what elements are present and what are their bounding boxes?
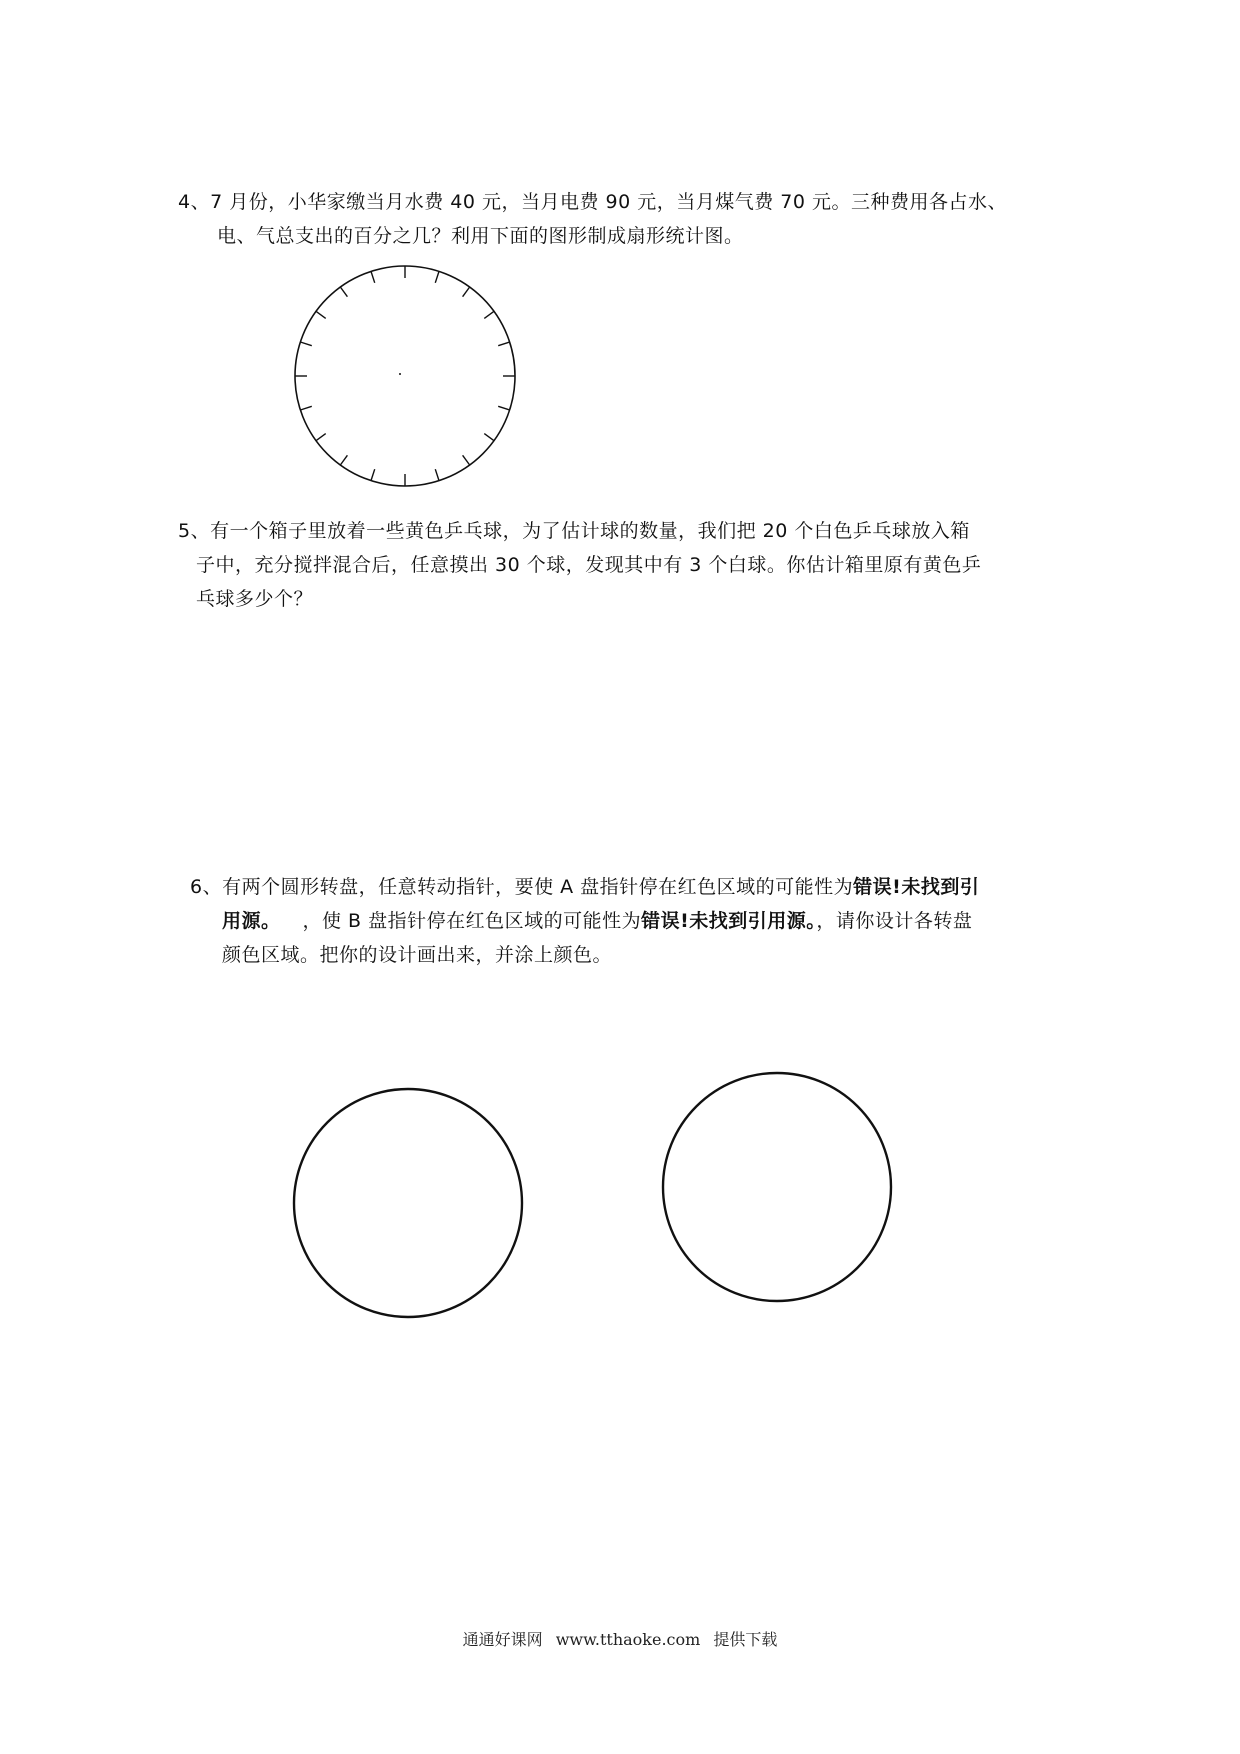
question-5	[178, 514, 981, 616]
pie-chart-tick-mark	[300, 406, 311, 410]
pie-chart-tick-mark	[484, 311, 494, 318]
footer-url[interactable]: www.tthaoke.com	[555, 1630, 701, 1649]
pie-chart-tick-mark	[484, 434, 494, 441]
pie-chart-tick-mark	[371, 469, 375, 480]
pie-chart-tick-mark	[371, 271, 375, 282]
reference-error-1: 错误!未找到引	[853, 876, 980, 898]
question-5-line-1: 5、有一个箱子里放着一些黄色乒乓球，为了估计球的数量，我们把 20 个白色乒乓球放入箱	[178, 520, 970, 542]
question-6-line-1-text: 6、有两个圆形转盘，任意转动指针，要使 A 盘指针停在红色区域的可能性为	[190, 876, 854, 898]
question-6-line-1	[190, 870, 979, 904]
question-6-line-2	[190, 904, 979, 938]
question-4-line-1: 4、7 月份，小华家缴当月水费 40 元，当月电费 90 元，当月煤气费 70 元。三种费用各占水、	[178, 191, 1007, 213]
footer-suffix: 提供下载	[713, 1630, 778, 1649]
pie-chart-tick-mark	[435, 469, 439, 480]
question-5-line-3: 乓球多少个？	[196, 588, 314, 610]
question-5-line-2: 子中，充分搅拌混合后，任意摸出 30 个球，发现其中有 3 个白球。你估计箱里原有黄色乒	[196, 554, 982, 576]
pie-chart-tick-mark	[498, 342, 509, 346]
pie-chart-tick-mark	[300, 342, 311, 346]
pie-chart-tick-mark	[340, 455, 347, 465]
spinner-a-circle[interactable]	[294, 1089, 522, 1317]
pie-chart-center-dot	[399, 373, 401, 375]
question-6-line-2-text-b: ，请你设计各转盘	[816, 910, 973, 932]
footer-site-name: 通通好课网	[462, 1630, 543, 1649]
question-6	[190, 870, 979, 972]
pie-chart-tick-mark	[340, 287, 347, 297]
page-footer	[0, 1627, 1240, 1650]
question-6-line-3: 颜色区域。把你的设计画出来，并涂上颜色。	[222, 944, 613, 966]
pie-chart-tick-mark	[316, 311, 326, 318]
pie-chart-tick-mark	[316, 434, 326, 441]
pie-chart-tick-mark	[463, 287, 470, 297]
pie-chart-tick-mark	[435, 271, 439, 282]
reference-error-2: 错误!未找到引用源。	[641, 910, 817, 932]
question-6-line-2-text-a: ，使 B 盘指针停在红色区域的可能性为	[302, 910, 642, 932]
pie-chart-outline	[295, 266, 515, 486]
spinner-b-circle[interactable]	[663, 1073, 891, 1301]
pie-chart-tick-mark	[498, 406, 509, 410]
question-4-line-2: 电、气总支出的百分之几？利用下面的图形制成扇形统计图。	[217, 225, 744, 247]
pie-chart-tick-mark	[463, 455, 470, 465]
reference-error-1-tail: 用源。	[222, 910, 281, 932]
pie-chart-blank-dial	[295, 266, 515, 486]
